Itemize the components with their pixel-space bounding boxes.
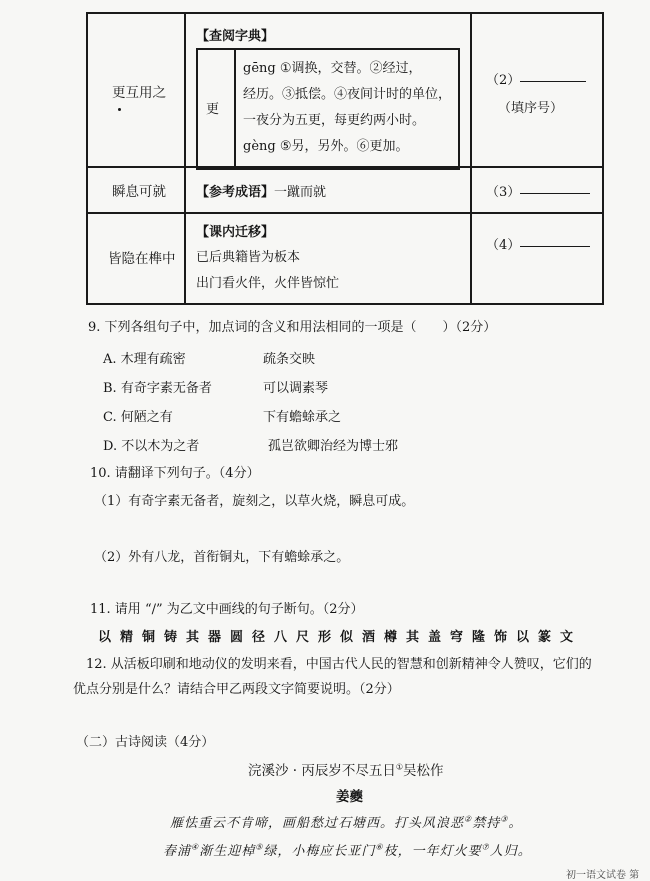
q10-item-2: （2）外有八龙，首衔铜丸，下有蟾蜍承之。 (94, 550, 350, 565)
answer-2-note: （填序号） (498, 101, 564, 116)
answer-2-blank[interactable] (520, 80, 586, 82)
row2-term: 瞬息可就 (112, 184, 166, 200)
row3-line: 出门看火伴，火伴皆惊忙 (196, 276, 340, 291)
poem-line-2: 春浦④渐生迎棹⑤绿，小梅应长亚门⑥枝，一年灯火要⑦人归。 (163, 842, 532, 859)
answer-3-blank[interactable] (520, 192, 590, 194)
q9-option-c[interactable]: C. 何陋之有 (103, 410, 173, 425)
q12-line-1: 12. 从活板印刷和地动仪的发明来看，中国古代人民的智慧和创新精神令人赞叹，它们的 (86, 657, 592, 672)
q10-item-1: （1）有奇字素无备者，旋刻之，以草火烧，瞬息可成。 (94, 494, 415, 509)
q9-stem: 9. 下列各组句子中，加点词的含义和用法相同的一项是（ ）（2分） (88, 320, 497, 335)
poem-line-1: 雁怯重云不肯啼，画船愁过石塘西。打头风浪恶②禁持③。 (170, 814, 523, 831)
dict-line: gèng ⑤另，另外。⑥更加。 (243, 139, 409, 154)
answer-3-label: （3） (486, 185, 521, 200)
answer-4-label: （4） (486, 238, 521, 253)
answer-3 (486, 181, 590, 200)
q9-option-c-right: 下有蟾蜍承之 (263, 410, 342, 425)
table-row-divider (88, 212, 602, 214)
q10-stem: 10. 请翻译下列句子。（4分） (90, 466, 260, 481)
q9-option-b[interactable]: B. 有奇字素无备者 (103, 381, 212, 396)
q9-option-a-right: 疏条交映 (263, 352, 316, 367)
table-col-divider (470, 14, 472, 303)
poem-title: 浣溪沙 · 丙辰岁不尽五日①吴松作 (248, 762, 444, 779)
table-col-divider (184, 14, 186, 303)
dict-entry-char: 更 (206, 102, 220, 117)
row1-dot-marker (112, 100, 121, 115)
answer-4 (486, 234, 590, 253)
dict-line: 经历。③抵偿。④夜间计时的单位， (243, 87, 452, 102)
dict-divider (234, 50, 236, 168)
q12-line-2: 优点分别是什么？请结合甲乙两段文字简要说明。（2分） (73, 682, 400, 697)
dict-definitions (243, 56, 451, 160)
q9-option-b-right: 可以调素琴 (263, 381, 329, 396)
q9-option-d-right: 孤岂欲卿治经为博士邪 (268, 439, 399, 454)
answer-2-label: （2） (486, 73, 521, 88)
answer-4-blank[interactable] (520, 245, 590, 247)
section2-heading: （二）古诗阅读（4分） (76, 735, 215, 750)
row1-section-label: 【查阅字典】 (196, 29, 275, 44)
q11-sentence: 以精铜铸其器圆径八尺形似酒樽其盖穹隆饰以篆文 (98, 630, 583, 645)
answer-2 (486, 69, 586, 88)
poem-author: 姜夔 (336, 789, 363, 805)
q11-stem: 11. 请用 “/” 为乙文中画线的句子断句。（2分） (90, 602, 364, 617)
q9-option-d[interactable]: D. 不以木为之者 (103, 439, 200, 454)
q9-option-a[interactable]: A. 木理有疏密 (103, 352, 186, 367)
dict-line: 一夜分为五更，每更约两小时。 (243, 113, 426, 128)
row3-line: 已后典籍皆为板本 (196, 250, 301, 265)
row2-content: 【参考成语】一蹴而就 (196, 185, 327, 200)
row3-lines (196, 245, 339, 297)
row3-section-label: 【课内迁移】 (196, 225, 275, 240)
dict-line: gēng ①调换，交替。②经过， (243, 61, 422, 76)
row1-term: 更互用之 (112, 85, 166, 101)
page-footer: 初一语文试卷 第 (566, 870, 640, 881)
row3-term: 皆隐在榫中 (108, 251, 176, 267)
